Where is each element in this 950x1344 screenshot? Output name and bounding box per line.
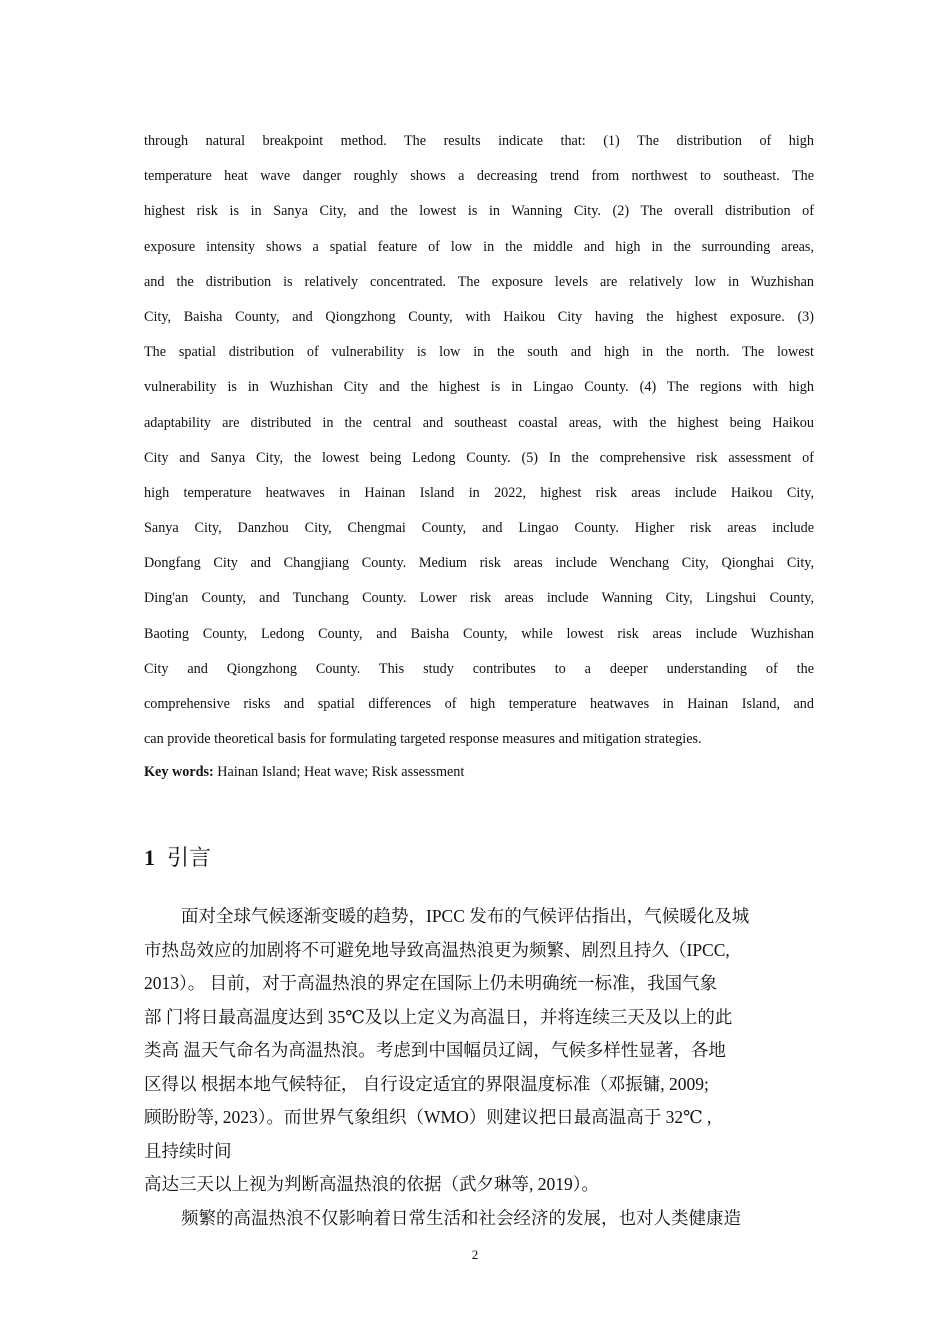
abstract-line: City and Sanya City, the lowest being Ledong County. (5) In the comprehensive risk assessment of — [144, 449, 814, 466]
section-title: 引言 — [167, 845, 212, 870]
abstract-line: Ding'an County, and Tunchang County. Lower risk areas include Wanning City, Lingshui County, — [144, 590, 814, 607]
body-line: 区得以 根据本地气候特征， 自行设定适宜的界限温度标准（邓振镛, 2009; — [144, 1073, 709, 1094]
abstract-line: comprehensive risks and spatial differences of high temperature heatwaves in Hainan Island, and — [144, 696, 814, 712]
abstract-line: Sanya City, Danzhou City, Chengmai County, and Lingao County. Higher risk areas include — [144, 520, 814, 537]
abstract-line: through natural breakpoint method. The results indicate that: (1) The distribution of high — [144, 133, 814, 149]
abstract-line: can provide theoretical basis for formulating targeted response measures and mitigation strategies. — [144, 731, 702, 748]
abstract-line: temperature heat wave danger roughly shows a decreasing trend from northwest to southeast. The — [144, 168, 814, 185]
body-line: 面对全球气候逐渐变暖的趋势，IPCC 发布的气候评估指出，气候暖化及城 — [181, 906, 750, 926]
abstract-line: City, Baisha County, and Qiongzhong County, with Haikou City having the highest exposure. (3) — [144, 308, 814, 325]
keywords-label: Key words: — [144, 764, 214, 780]
abstract-line: City and Qiongzhong County. This study contributes to a deeper understanding of the — [144, 660, 814, 677]
body-line: 高达三天以上视为判断高温热浪的依据（武夕琳等, 2019）。 — [144, 1174, 599, 1194]
abstract-line: vulnerability is in Wuzhishan City and the highest is in Lingao County. (4) The regions with high — [144, 379, 814, 396]
abstract-line: Baoting County, Ledong County, and Baisha County, while lowest risk areas include Wuzhishan — [144, 625, 814, 642]
keywords-text: Hainan Island; Heat wave; Risk assessment — [213, 764, 465, 780]
keywords — [144, 761, 464, 783]
body-line: 类高 温天气命名为高温热浪。考虑到中国幅员辽阔，气候多样性显著，各地 — [144, 1040, 726, 1060]
abstract-line: and the distribution is relatively concentrated. The exposure levels are relatively low in Wuzhishan — [144, 273, 814, 290]
abstract-line: exposure intensity shows a spatial feature of low in the middle and high in the surrounding areas, — [144, 238, 814, 255]
abstract-line: The spatial distribution of vulnerability is low in the south and high in the north. The lowest — [144, 344, 814, 361]
body-line: 且持续时间 — [144, 1140, 232, 1161]
body-line: 市热岛效应的加剧将不可避免地导致高温热浪更为频繁、剧烈且持久（IPCC, — [144, 939, 730, 960]
abstract-line: high temperature heatwaves in Hainan Island in 2022, highest risk areas include Haikou City, — [144, 484, 814, 501]
body-line: 频繁的高温热浪不仅影响着日常生活和社会经济的发展，也对人类健康造 — [181, 1207, 741, 1228]
body-line: 顾盼盼等, 2023）。而世界气象组织（WMO）则建议把日最高温高于 32℃ , — [144, 1107, 712, 1127]
section-heading — [144, 842, 211, 874]
section-number: 1 — [144, 845, 155, 870]
abstract-line: highest risk is in Sanya City, and the lowest is in Wanning City. (2) The overall distribution of — [144, 203, 814, 220]
abstract-line: Dongfang City and Changjiang County. Medium risk areas include Wenchang City, Qionghai City, — [144, 555, 814, 572]
body-paragraphs — [144, 900, 806, 1235]
abstract-line: adaptability are distributed in the central and southeast coastal areas, with the highest being Haikou — [144, 414, 814, 431]
abstract-text — [144, 124, 814, 757]
body-line: 部 门将日最高温度达到 35℃及以上定义为高温日，并将连续三天及以上的此 — [144, 1006, 733, 1027]
page-number: 2 — [471, 1247, 479, 1262]
body-line: 2013）。 目前，对于高温热浪的界定在国际上仍未明确统一标准，我国气象 — [144, 973, 718, 993]
